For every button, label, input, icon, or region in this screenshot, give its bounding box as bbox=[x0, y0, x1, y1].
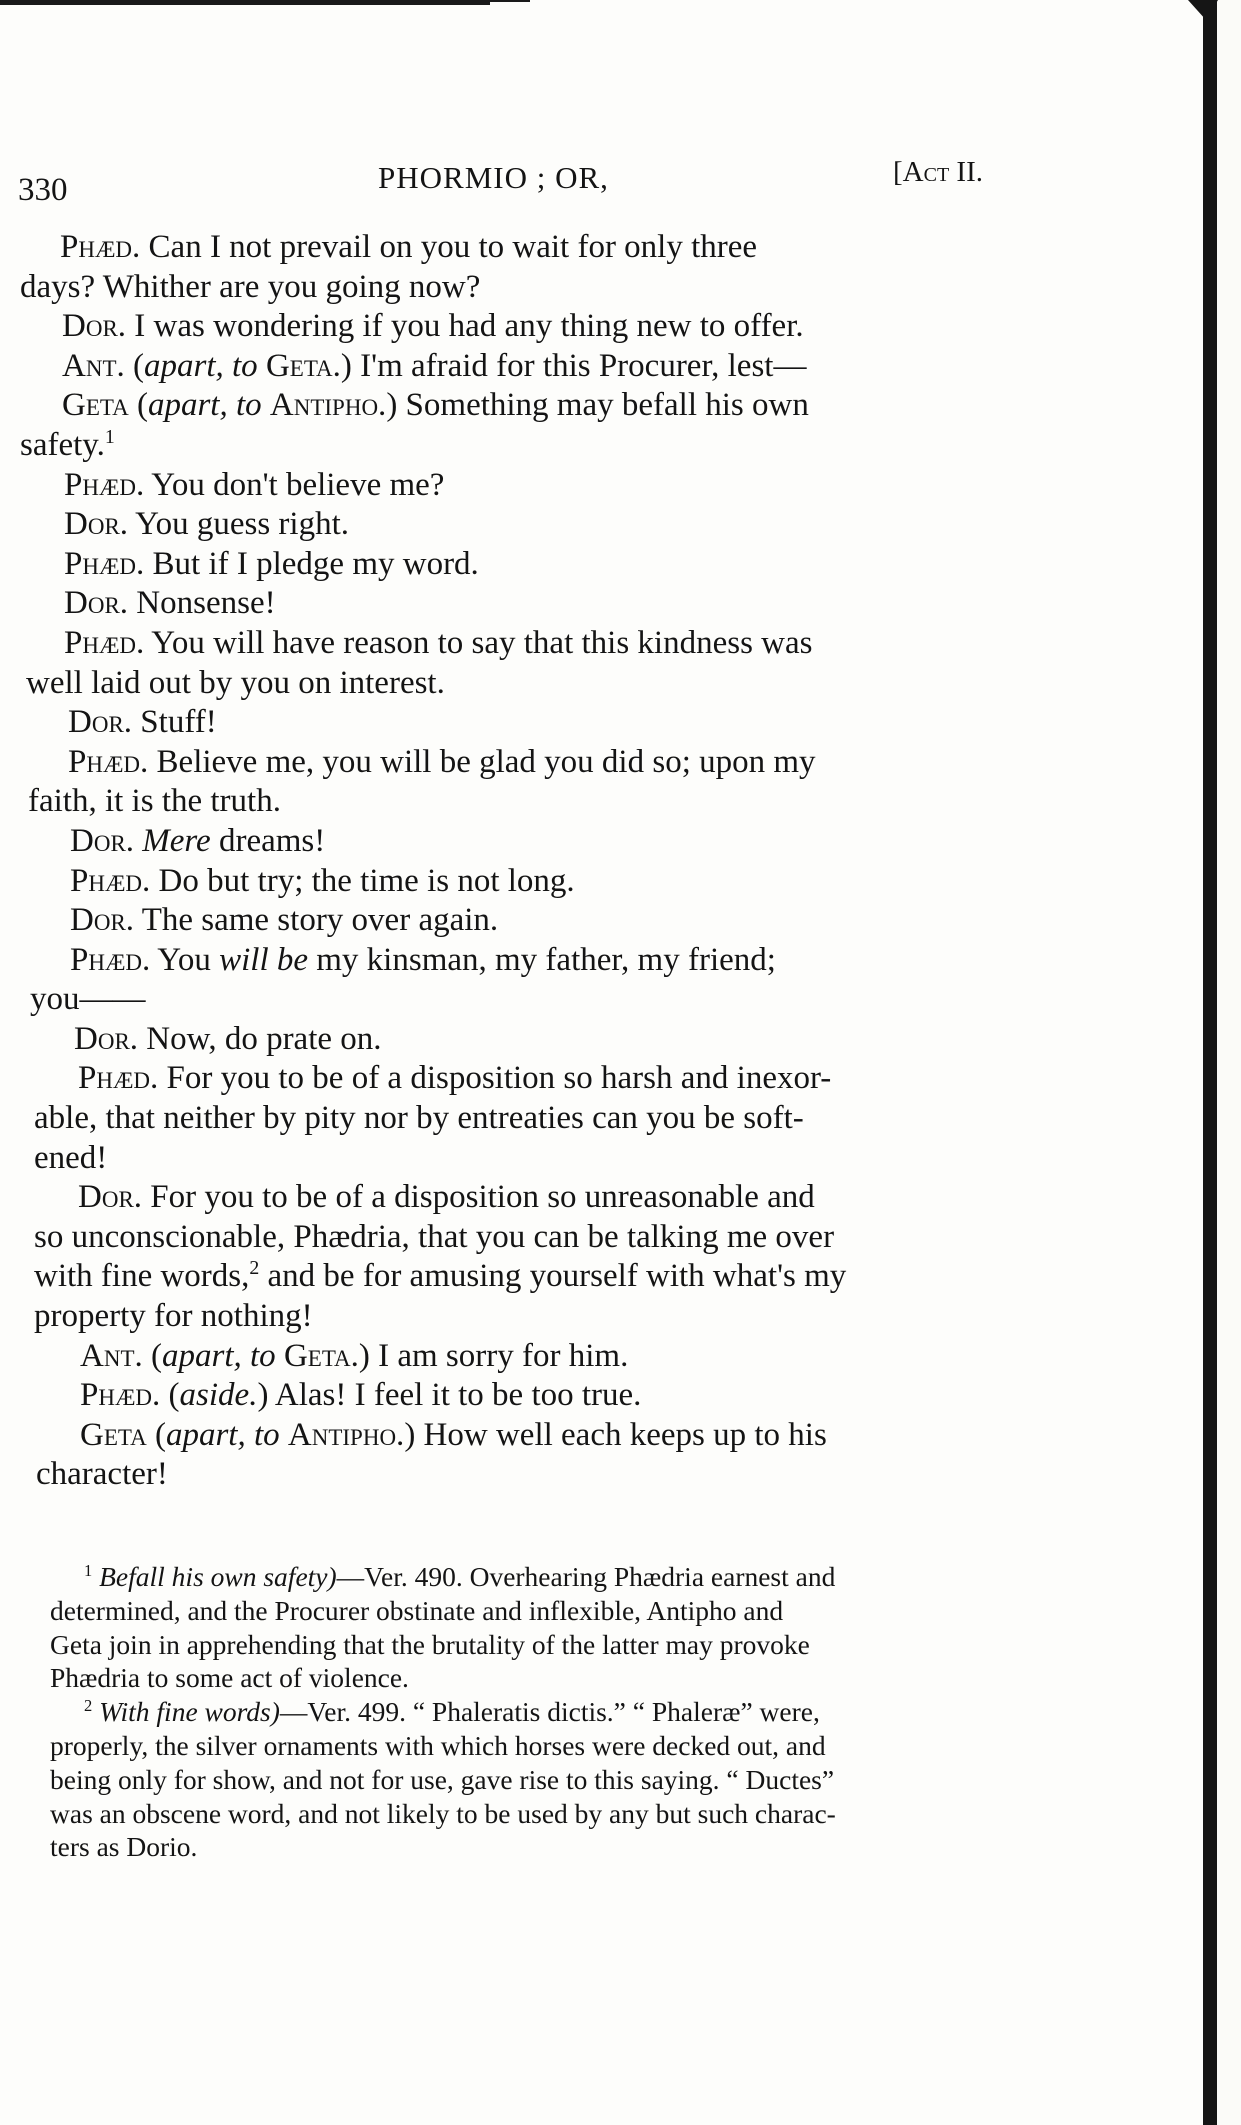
character-name: Antipho. bbox=[287, 1416, 405, 1453]
speaker: Dor. bbox=[64, 506, 129, 543]
speech: For you to be of a disposition so unreasonable and bbox=[142, 1179, 815, 1216]
footnote-text: Geta join in apprehending that the brutality of the latter may provoke bbox=[50, 1628, 810, 1660]
footnote-text: determined, and the Procurer obstinate and inflexible, Antipho and bbox=[50, 1594, 784, 1626]
text-line bbox=[20, 584, 1030, 624]
speech: The same story over again. bbox=[134, 902, 499, 939]
act-label: [Act II. bbox=[893, 156, 983, 188]
text-line bbox=[20, 1178, 1030, 1218]
footnote-line bbox=[50, 1695, 1050, 1729]
running-title: PHORMIO ; OR, bbox=[378, 160, 609, 195]
speaker: Phæd. bbox=[68, 743, 149, 780]
stage-direction: apart, to bbox=[147, 387, 262, 424]
speech: character! bbox=[36, 1456, 168, 1493]
speech: But if I pledge my word. bbox=[144, 545, 479, 582]
speaker: Phæd. bbox=[64, 466, 145, 503]
speaker: Ant. bbox=[62, 347, 125, 384]
speech: Now, do prate on. bbox=[138, 1020, 382, 1057]
text-line bbox=[20, 743, 1030, 783]
speaker: Phæd. bbox=[70, 862, 151, 899]
speaker: Phæd. bbox=[70, 941, 151, 978]
text-line bbox=[20, 1337, 1030, 1377]
character-name: Geta. bbox=[265, 347, 341, 384]
speaker: Dor. bbox=[70, 902, 135, 939]
text-line bbox=[20, 980, 1030, 1020]
text-line bbox=[20, 466, 1030, 506]
text-line bbox=[20, 268, 1030, 308]
speech: well laid out by you on interest. bbox=[26, 664, 445, 701]
speech: ( bbox=[128, 387, 148, 424]
footnote-line bbox=[50, 1560, 1050, 1594]
stage-direction: aside. bbox=[179, 1377, 258, 1414]
speech: ) I am sorry for him. bbox=[358, 1337, 629, 1374]
emphasis: Mere bbox=[142, 822, 211, 859]
speech: Nonsense! bbox=[128, 585, 276, 622]
speech: able, that neither by pity nor by entreaties can you be soft- bbox=[34, 1100, 804, 1137]
text-line bbox=[20, 703, 1030, 743]
footnote-text: —Ver. 499. “ Phaleratis dictis.” “ Phaleræ” were, bbox=[279, 1696, 820, 1728]
page-number: 330 bbox=[18, 172, 68, 208]
speech: ened! bbox=[34, 1139, 108, 1176]
text-line bbox=[20, 426, 1030, 466]
text-line bbox=[20, 941, 1030, 981]
footnote-number: 2 bbox=[84, 1696, 93, 1716]
speech bbox=[262, 387, 270, 423]
speech: ) Alas! I feel it to be too true. bbox=[257, 1377, 642, 1414]
speech: dreams! bbox=[210, 822, 326, 859]
speech: you—— bbox=[30, 981, 146, 1018]
speech: Believe me, you will be glad you did so; upon my bbox=[148, 743, 816, 780]
speaker: Dor. bbox=[74, 1020, 139, 1057]
footnote-text: ters as Dorio. bbox=[50, 1831, 198, 1863]
top-rule bbox=[0, 0, 490, 5]
speech: so unconscionable, Phædria, that you can be talking me over bbox=[34, 1218, 835, 1255]
footnote-line bbox=[50, 1628, 1050, 1662]
page-margin-edge bbox=[1217, 0, 1241, 2125]
speaker: Phæd. bbox=[80, 1377, 161, 1414]
text-line bbox=[20, 347, 1030, 387]
footnote-text: —Ver. 490. Overhearing Phædria earnest and bbox=[336, 1561, 836, 1592]
stage-direction: apart, to bbox=[165, 1416, 280, 1453]
speech: Do but try; the time is not long. bbox=[150, 862, 575, 899]
speech: Can I not prevail on you to wait for only three bbox=[140, 229, 758, 265]
footnotes bbox=[50, 1560, 1050, 1864]
speech: You don't believe me? bbox=[144, 466, 445, 503]
text-line bbox=[20, 1218, 1030, 1258]
speech: Stuff! bbox=[132, 704, 217, 741]
speaker: Phæd. bbox=[78, 1060, 159, 1097]
speech: ( bbox=[160, 1377, 180, 1414]
speech: and be for amusing yourself with what's my bbox=[259, 1258, 847, 1295]
speech bbox=[280, 1417, 288, 1453]
text-line bbox=[20, 1020, 1030, 1060]
footnote-line bbox=[50, 1797, 1050, 1831]
text-line bbox=[20, 664, 1030, 704]
spine-notch-mark bbox=[1188, 0, 1218, 24]
speech: ) How well each keeps up to his bbox=[404, 1416, 827, 1453]
speaker: Phæd. bbox=[64, 624, 145, 661]
footnote-line bbox=[50, 1661, 1050, 1695]
text-line bbox=[20, 1376, 1030, 1416]
text-line bbox=[20, 1059, 1030, 1099]
text-line bbox=[20, 782, 1030, 822]
stage-direction: apart, to bbox=[162, 1337, 276, 1374]
speech: For you to be of a disposition so harsh and inexor- bbox=[158, 1060, 832, 1097]
speech bbox=[276, 1338, 284, 1374]
dialogue-body bbox=[20, 228, 1030, 1495]
footnote-lemma: Befall his own safety) bbox=[99, 1561, 337, 1592]
speech: faith, it is the truth. bbox=[28, 783, 281, 820]
footnote-line bbox=[50, 1594, 1050, 1628]
text-line bbox=[20, 1139, 1030, 1179]
footnote-text: being only for show, and not for use, gave rise to this saying. “ Ductes” bbox=[50, 1763, 835, 1795]
stage-direction: apart, to bbox=[144, 347, 258, 384]
character-name: Antipho. bbox=[269, 387, 387, 424]
speech bbox=[258, 348, 266, 384]
text-line bbox=[20, 1297, 1030, 1337]
text-line bbox=[20, 307, 1030, 347]
footnote-lemma: With fine words) bbox=[99, 1696, 280, 1728]
footnote-text: Phædria to some act of violence. bbox=[50, 1662, 409, 1694]
text-line bbox=[20, 386, 1030, 426]
speech: property for nothing! bbox=[34, 1298, 313, 1335]
speaker: Dor. bbox=[78, 1179, 143, 1216]
text-line bbox=[20, 545, 1030, 585]
text-line bbox=[20, 1455, 1030, 1495]
speech: You will have reason to say that this kindness was bbox=[144, 624, 813, 661]
speaker: Dor. bbox=[70, 822, 135, 859]
speech: my kinsman, my father, my friend; bbox=[308, 941, 776, 978]
footnote-ref: 1 bbox=[104, 425, 115, 448]
emphasis: will be bbox=[219, 941, 309, 978]
speaker: Dor. bbox=[64, 585, 129, 622]
speaker: Dor. bbox=[68, 704, 133, 741]
footnote-ref: 2 bbox=[249, 1257, 260, 1280]
speaker: Geta bbox=[80, 1416, 147, 1453]
footnote-line bbox=[50, 1729, 1050, 1763]
text-line bbox=[20, 901, 1030, 941]
footnote-line bbox=[50, 1830, 1050, 1864]
text-line bbox=[20, 624, 1030, 664]
text-line bbox=[20, 1099, 1030, 1139]
text-line bbox=[20, 228, 1030, 268]
footnote-text: properly, the silver ornaments with which horses were decked out, and bbox=[50, 1729, 826, 1761]
speech: safety. bbox=[20, 426, 105, 463]
speaker: Geta bbox=[62, 387, 129, 424]
page-spine-edge bbox=[1203, 0, 1217, 2125]
page-header bbox=[18, 156, 1018, 216]
speaker: Phæd. bbox=[60, 229, 141, 265]
speaker: Ant. bbox=[80, 1337, 143, 1374]
text-line bbox=[20, 862, 1030, 902]
text-line bbox=[20, 1416, 1030, 1456]
speaker: Dor. bbox=[62, 308, 127, 345]
speech: with fine words, bbox=[34, 1258, 250, 1295]
speech: ) Something may befall his own bbox=[386, 387, 809, 424]
text-line bbox=[20, 505, 1030, 545]
text-line bbox=[20, 822, 1030, 862]
footnote-number: 1 bbox=[84, 1560, 93, 1580]
character-name: Geta. bbox=[283, 1337, 359, 1374]
text-line bbox=[20, 1257, 1030, 1297]
speech: You bbox=[150, 941, 220, 978]
speech: ) I'm afraid for this Procurer, lest— bbox=[340, 347, 807, 384]
speech: days? Whither are you going now? bbox=[20, 268, 481, 305]
top-rule-thin bbox=[490, 0, 530, 2]
speech: I was wondering if you had any thing new to offer. bbox=[126, 308, 804, 345]
speech: You guess right. bbox=[128, 506, 350, 543]
speech: ( bbox=[124, 347, 144, 384]
speech: ( bbox=[142, 1337, 162, 1374]
speech: ( bbox=[146, 1416, 166, 1453]
speaker: Phæd. bbox=[64, 545, 145, 582]
footnote-line bbox=[50, 1763, 1050, 1797]
footnote-text: was an obscene word, and not likely to be used by any but such charac- bbox=[50, 1797, 836, 1829]
